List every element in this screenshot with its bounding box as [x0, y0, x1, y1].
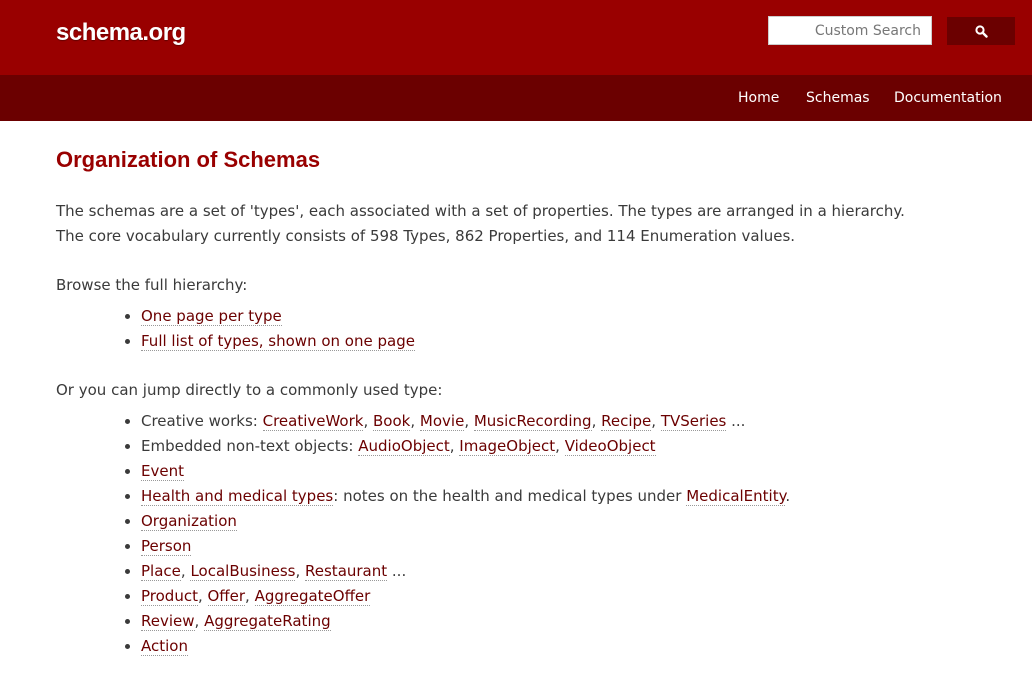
intro-line-1: The schemas are a set of 'types', each associated with a set of properties. The types are arranged in a hierarchy. [56, 202, 905, 220]
tvseries-link[interactable]: TVSeries [660, 412, 727, 430]
organization-link[interactable]: Organization [141, 512, 237, 530]
medicalentity-link[interactable]: MedicalEntity [686, 487, 786, 505]
intro-line-2: The core vocabulary currently consists of 598 Types, 862 Properties, and 114 Enumeration values. [56, 227, 796, 245]
common-types-list [56, 409, 996, 659]
list-item [141, 304, 996, 329]
creative-ellipsis: ... [726, 412, 746, 430]
event-link[interactable]: Event [141, 462, 184, 480]
browse-label: Browse the full hierarchy: [56, 276, 248, 294]
action-link[interactable]: Action [141, 637, 188, 655]
nav-schemas-link[interactable]: Schemas [806, 90, 870, 106]
health-period: . [785, 487, 791, 505]
recipe-link[interactable]: Recipe [601, 412, 652, 430]
offer-link[interactable]: Offer [207, 587, 246, 605]
movie-link[interactable]: Movie [419, 412, 465, 430]
site-logo[interactable]: schema.org [56, 19, 186, 46]
review-link[interactable]: Review [141, 612, 195, 630]
audioobject-link[interactable]: AudioObject [358, 437, 450, 455]
main-content [56, 121, 996, 659]
intro-paragraph [56, 199, 996, 249]
list-item-review: • Review, AggregateRating [141, 609, 996, 634]
header-bar [0, 0, 1032, 75]
nav-home-link[interactable]: Home [738, 90, 780, 106]
nav-documentation-link[interactable]: Documentation [894, 90, 1002, 106]
list-item-product: • Product, Offer, AggregateOffer [141, 584, 996, 609]
list-item-organization [141, 509, 996, 534]
creativework-link[interactable]: CreativeWork [262, 412, 364, 430]
browse-list [56, 304, 996, 354]
list-item-person [141, 534, 996, 559]
page-title: Organization of Schemas [56, 147, 321, 172]
one-page-per-type-link[interactable]: One page per type [141, 307, 282, 325]
product-link[interactable]: Product [141, 587, 198, 605]
localbusiness-link[interactable]: LocalBusiness [190, 562, 296, 580]
imageobject-link[interactable]: ImageObject [459, 437, 556, 455]
search-input[interactable] [768, 16, 932, 45]
embedded-label: Embedded non-text objects: [141, 437, 359, 455]
aggregaterating-link[interactable]: AggregateRating [204, 612, 331, 630]
book-link[interactable]: Book [373, 412, 411, 430]
list-item-creative-works: • Creative works: CreativeWork, Book, Movie, MusicRecording, Recipe, TVSeries ... [141, 409, 996, 434]
list-item-place: • Place, LocalBusiness, Restaurant ... [141, 559, 996, 584]
musicrecording-link[interactable]: MusicRecording [473, 412, 592, 430]
videoobject-link[interactable]: VideoObject [564, 437, 656, 455]
health-medical-types-link[interactable]: Health and medical types [141, 487, 334, 505]
search-icon [975, 25, 988, 38]
full-list-of-types-link[interactable]: Full list of types, shown on one page [141, 332, 415, 350]
creative-works-label: Creative works: [141, 412, 263, 430]
list-item-action [141, 634, 996, 659]
list-item-event [141, 459, 996, 484]
aggregateoffer-link[interactable]: AggregateOffer [254, 587, 371, 605]
search-button[interactable] [947, 17, 1015, 45]
person-link[interactable]: Person [141, 537, 192, 555]
nav-bar [0, 75, 1032, 121]
list-item [141, 329, 996, 354]
place-link[interactable]: Place [141, 562, 181, 580]
list-item-health [141, 484, 996, 509]
health-text: : notes on the health and medical types under [333, 487, 687, 505]
place-ellipsis: ... [387, 562, 407, 580]
restaurant-link[interactable]: Restaurant [305, 562, 388, 580]
jump-label: Or you can jump directly to a commonly used type: [56, 381, 443, 399]
list-item-embedded-objects: • Embedded non-text objects: AudioObject, ImageObject, VideoObject [141, 434, 996, 459]
